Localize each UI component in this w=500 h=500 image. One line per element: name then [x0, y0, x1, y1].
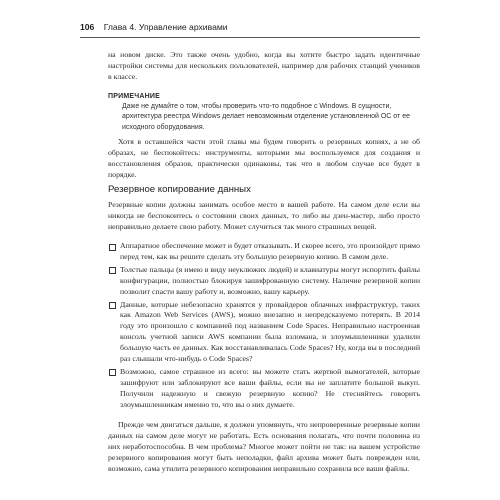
list-item-text: Толстые пальцы (я имею в виду неуклюжих людей) и клавиатуры могут испортить файлы конфигурации, полностью блокируя зашифрованную систему. Наличие резервной копии позволит спасти вашу работу и, возможно, вашу карьеру. — [120, 264, 420, 296]
list-item — [108, 265, 420, 298]
list-item — [108, 241, 420, 263]
list-item-text: Аппаратное обеспечение может и будет отказывать. И скорее всего, это произойдет прямо перед тем, как вы решите сделать эту большую резервную копию. В самом деле. — [120, 241, 420, 261]
checkbox-bullet-icon — [109, 244, 116, 251]
chapter-title: Глава 4. Управление архивами — [103, 22, 228, 32]
section-intro-paragraph: Резервные копии должны занимать особое место в вашей работе. На самом деле если вы никогда не беспокоитесь о состоянии своих данных, то либо вы дзен-мастер, либо просто неправильно делаете свою работу. Может случиться так много страшных вещей. — [108, 200, 420, 231]
section-heading: Резервное копирование данных — [108, 184, 251, 195]
checkbox-bullet-icon — [109, 302, 116, 309]
bullet-list — [108, 241, 420, 411]
list-item-text: Возможно, самое страшное из всего: вы можете стать жертвой вымогателей, которые зашифруют или заблокируют все ваши файлы, если вы не заплатите большой выкуп. Получили надежную и свежую резервную копию? Не стесняйтесь говорить злоумышленникам именно то, что вы о них думаете. — [120, 366, 420, 409]
closing-paragraph: Прежде чем двигаться дальше, я должен упомянуть, что непроверенные резервные копии данных на самом деле могут не работать. Есть основания полагать, что почти половина из них неработоспособна. В чем проблема? Многое может пойти не так: на вашем устройстве резервного копирования могут быть неполадки, файл архива может быть поврежден или, возможно, сама утилита резервного копирования неправильно сохранила все ваши файлы. — [108, 420, 420, 473]
paragraph-block — [108, 137, 420, 181]
note-text: Даже не думайте о том, чтобы проверить что-то подобное с Windows. В сущности, архитектура реестра Windows делает невозможным отделение установленной ОС от ее исходного оборудования. — [122, 103, 410, 131]
intro-paragraph: на новом диске. Это также очень удобно, когда вы хотите быстро задать идентичные настройки системы для нескольких пользователей, например для рабочих станций учеников в классе. — [108, 50, 420, 81]
running-header — [80, 21, 420, 33]
header-divider — [80, 37, 420, 38]
paragraph-after-note: Хотя в оставшейся части этой главы мы будем говорить о резервных копиях, а не об образах, не беспокойтесь: инструменты, которыми мы воспользуемся для создания и восстановления образов, практически одинаковы, так что в любом случае все будет в порядке. — [108, 137, 420, 179]
list-item — [108, 300, 420, 365]
list-item-text: Данные, которые небезопасно хранятся у провайдеров облачных инфраструктур, таких как Amazon Web Services (AWS), можно внезапно и непредсказуемо потерять. В 2014 году это произошло с компанией под названием Code Spaces. Неправильно настроенная консоль учетной записи AWS компании была взломана, и злоумышленники удалили большую часть ее данных. Как восстанавливалась Code Spaces? Ну, когда вы в последний раз слышали что-нибудь о Code Spaces? — [120, 299, 420, 364]
note-heading: ПРИМЕЧАНИЕ — [108, 93, 160, 100]
page-number: 106 — [80, 22, 95, 32]
checkbox-bullet-icon — [109, 267, 116, 274]
intro-block — [108, 50, 420, 83]
section-heading-block — [108, 184, 420, 196]
list-item — [108, 367, 420, 411]
bullet-block — [108, 241, 420, 411]
section-body — [108, 200, 420, 233]
note-block — [108, 92, 420, 133]
closing-block — [108, 420, 420, 475]
checkbox-bullet-icon — [109, 369, 116, 376]
